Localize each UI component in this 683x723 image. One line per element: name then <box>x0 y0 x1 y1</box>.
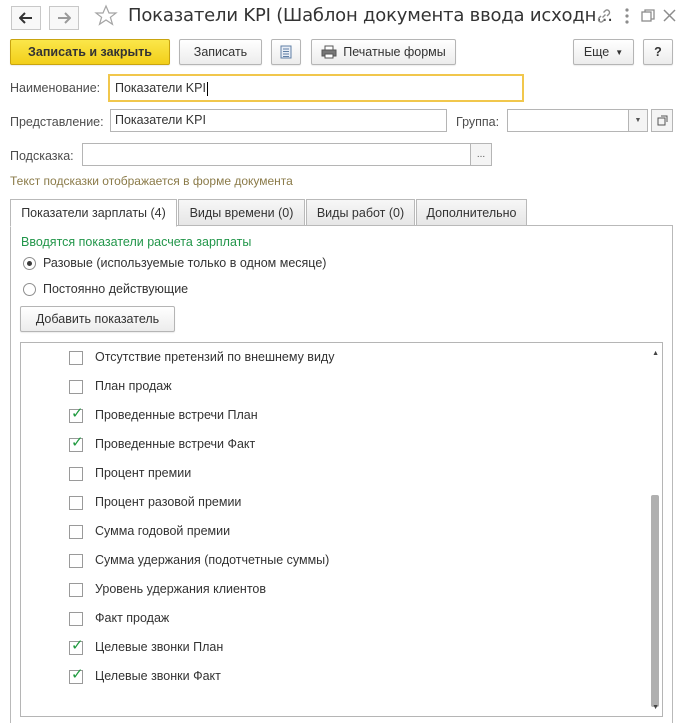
restore-icon <box>641 9 655 23</box>
forward-button[interactable] <box>49 6 79 30</box>
indicator-label: Сумма годовой премии <box>95 524 231 538</box>
print-forms-label: Печатные формы <box>343 45 446 59</box>
window-title: Показатели KPI (Шаблон документа ввода исходн... <box>128 5 613 26</box>
scroll-up-arrow-icon[interactable]: ▲ <box>652 350 659 357</box>
group-dropdown-button[interactable] <box>628 109 648 132</box>
list-item[interactable] <box>21 575 649 604</box>
help-label: ? <box>654 45 662 59</box>
hint-select-button[interactable] <box>470 143 492 166</box>
indicator-checkbox[interactable] <box>69 405 84 423</box>
hint-input[interactable] <box>82 143 471 166</box>
panel-heading: Вводятся показатели расчета зарплаты <box>21 235 252 249</box>
hint-note: Текст подсказки отображается в форме документа <box>10 174 293 188</box>
list-item[interactable] <box>21 459 649 488</box>
scrollbar-thumb[interactable] <box>651 495 659 707</box>
radio-one-time[interactable] <box>23 257 36 270</box>
group-open-button[interactable] <box>651 109 673 132</box>
radio-permanent-label[interactable]: Постоянно действующие <box>43 282 189 296</box>
add-indicator-label: Добавить показатель <box>35 312 160 326</box>
list-item[interactable] <box>21 517 649 546</box>
indicator-label: Процент премии <box>95 466 192 480</box>
add-indicator-button[interactable] <box>20 306 175 332</box>
help-button[interactable] <box>643 39 673 65</box>
name-input[interactable] <box>108 74 524 102</box>
save-and-close-button[interactable] <box>10 39 170 65</box>
radio-permanent[interactable] <box>23 283 36 296</box>
document-list-icon <box>280 45 292 59</box>
list-item[interactable] <box>21 488 649 517</box>
tab-label: Дополнительно <box>426 205 517 220</box>
star-icon <box>94 4 118 28</box>
list-item[interactable] <box>21 546 649 575</box>
indicator-checkbox[interactable] <box>69 612 83 626</box>
more-label: Еще <box>583 45 610 59</box>
tab-label: Виды времени (0) <box>189 205 294 220</box>
name-value: Показатели KPI <box>115 81 206 95</box>
dropdown-arrow-icon: ▼ <box>615 47 624 57</box>
more-actions-button[interactable] <box>624 7 630 28</box>
indicator-label: Сумма удержания (подотчетные суммы) <box>95 553 330 567</box>
representation-label: Представление: <box>10 115 104 129</box>
list-item[interactable] <box>21 604 649 633</box>
save-and-close-label: Записать и закрыть <box>28 45 152 59</box>
list-item[interactable] <box>21 343 649 372</box>
indicator-checkbox[interactable] <box>69 434 84 452</box>
indicator-label: Проведенные встречи Факт <box>95 437 256 451</box>
indicator-label: Целевые звонки План <box>95 640 224 654</box>
chevron-down-icon: ▼ <box>634 117 642 124</box>
list-item[interactable] <box>21 662 649 691</box>
printer-icon <box>321 45 337 59</box>
indicator-label: Процент разовой премии <box>95 495 242 509</box>
open-window-icon <box>657 115 668 126</box>
indicator-checkbox[interactable] <box>69 351 83 365</box>
more-vertical-icon <box>624 7 630 25</box>
checkmark-icon: ✓ <box>71 666 84 683</box>
name-label: Наименование: <box>10 81 101 95</box>
link-icon <box>596 8 612 24</box>
indicators-list[interactable] <box>20 342 663 717</box>
tab-work-types[interactable] <box>306 199 415 226</box>
close-button[interactable] <box>663 9 676 25</box>
structure-button[interactable] <box>271 39 301 65</box>
list-item[interactable] <box>21 430 649 459</box>
favorite-star-button[interactable] <box>94 4 118 31</box>
close-icon <box>663 9 676 22</box>
representation-value: Показатели KPI <box>115 113 206 127</box>
radio-one-time-label[interactable]: Разовые (используемые только в одном месяце) <box>43 256 327 270</box>
indicator-checkbox[interactable] <box>69 666 84 684</box>
restore-button[interactable] <box>641 9 655 26</box>
link-button[interactable] <box>596 8 612 27</box>
group-label: Группа: <box>456 115 500 129</box>
text-cursor <box>207 82 208 96</box>
group-input[interactable] <box>507 109 629 132</box>
indicator-checkbox[interactable] <box>69 583 83 597</box>
hint-label: Подсказка: <box>10 149 74 163</box>
indicator-label: План продаж <box>95 379 172 393</box>
back-button[interactable] <box>11 6 41 30</box>
list-item[interactable] <box>21 372 649 401</box>
save-label: Записать <box>193 45 248 59</box>
indicator-label: Целевые звонки Факт <box>95 669 221 683</box>
indicator-checkbox[interactable] <box>69 467 83 481</box>
arrow-left-icon <box>19 12 33 24</box>
indicator-checkbox[interactable] <box>69 380 83 394</box>
list-item[interactable] <box>21 401 649 430</box>
tab-additional[interactable] <box>416 199 527 226</box>
print-forms-button[interactable] <box>311 39 456 65</box>
tab-label: Показатели зарплаты (4) <box>21 206 166 220</box>
indicator-label: Факт продаж <box>95 611 170 625</box>
tab-salary-indicators[interactable] <box>10 199 177 227</box>
checkmark-icon: ✓ <box>71 434 84 451</box>
tab-time-types[interactable] <box>178 199 305 226</box>
scrollbar[interactable] <box>651 365 659 707</box>
checkmark-icon: ✓ <box>71 637 84 654</box>
indicator-checkbox[interactable] <box>69 554 83 568</box>
indicator-checkbox[interactable] <box>69 525 83 539</box>
representation-input[interactable] <box>110 109 447 132</box>
indicator-checkbox[interactable] <box>69 496 83 510</box>
hint-select-label: ... <box>476 149 486 160</box>
scroll-down-arrow-icon[interactable]: ▼ <box>652 704 659 711</box>
arrow-right-icon <box>57 12 71 24</box>
save-button[interactable] <box>179 39 262 65</box>
indicator-label: Отсутствие претензий по внешнему виду <box>95 350 335 364</box>
more-button[interactable] <box>573 39 634 65</box>
tab-label: Виды работ (0) <box>316 205 405 220</box>
list-item[interactable] <box>21 633 649 662</box>
checkmark-icon: ✓ <box>71 405 84 422</box>
indicator-label: Уровень удержания клиентов <box>95 582 267 596</box>
indicator-checkbox[interactable] <box>69 637 84 655</box>
indicator-label: Проведенные встречи План <box>95 408 258 422</box>
